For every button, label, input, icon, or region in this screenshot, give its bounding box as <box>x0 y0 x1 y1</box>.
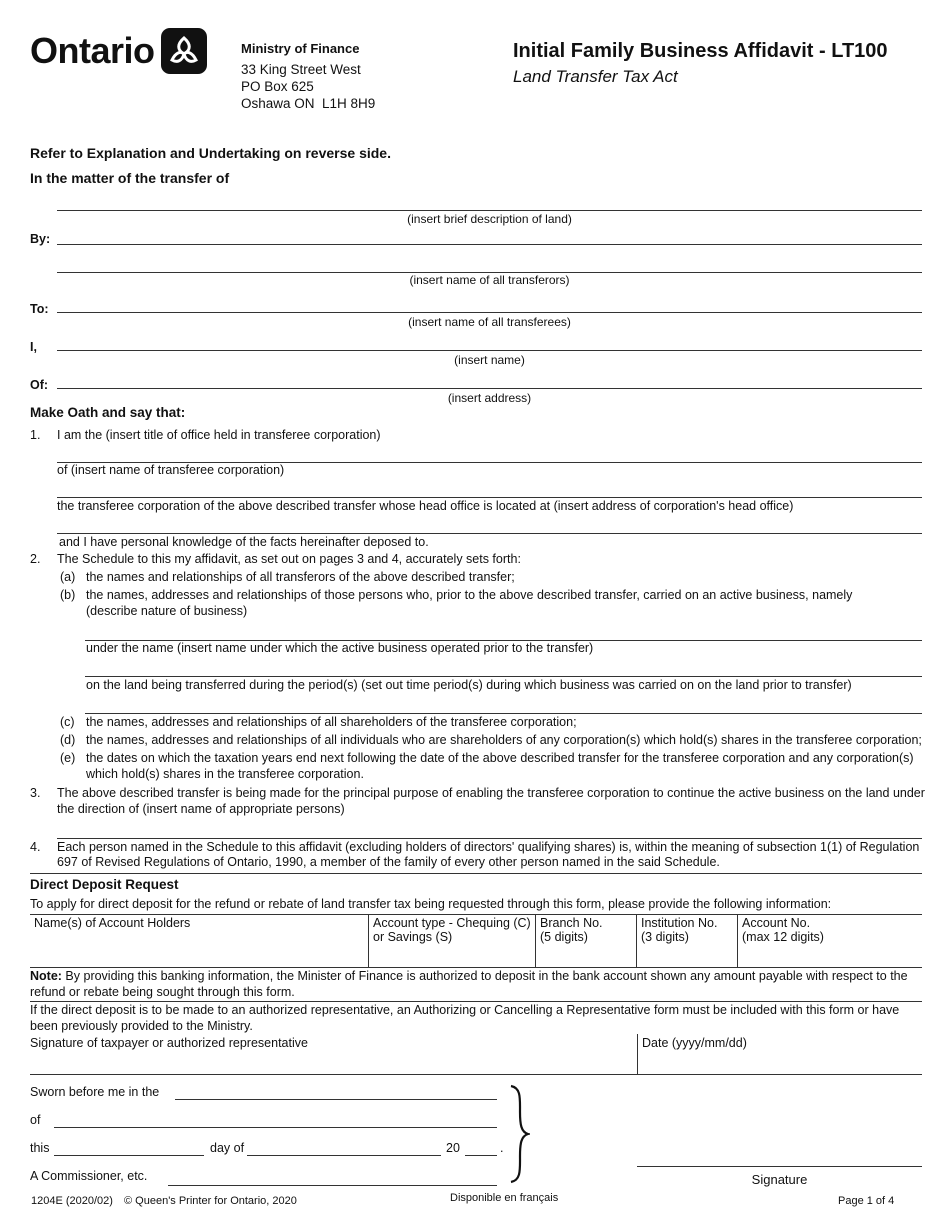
ministry-address-2: PO Box 625 <box>241 79 314 94</box>
paragraph-4-text-1: Each person named in the Schedule to this affidavit (excluding holders of directors' qualifying shares) is, within the meaning of subsection 1(1) of Regulation <box>57 840 920 854</box>
matter-heading: In the matter of the transfer of <box>30 170 230 186</box>
sworn-label: Sworn before me in the <box>30 1085 160 1099</box>
to-label: To: <box>30 302 49 316</box>
address-caption: (insert address) <box>447 391 532 405</box>
trillium-icon <box>161 28 207 74</box>
representative-text-2: been previously provided to the Ministry. <box>30 1019 253 1033</box>
refer-note: Refer to Explanation and Undertaking on reverse side. <box>30 145 391 161</box>
sworn-year-field[interactable] <box>465 1137 497 1156</box>
sworn-of-field[interactable] <box>54 1109 497 1128</box>
item-e-text-1: the dates on which the taxation years end next following the date of the above described transfer for the transferee corporation and any corporation(s) <box>86 751 914 765</box>
ministry-address-1: 33 King Street West <box>241 62 361 77</box>
paragraph-3-text-2: the direction of (insert name of appropriate persons) <box>57 802 345 816</box>
account-holders-cell[interactable] <box>30 915 369 968</box>
banking-note-2: refund or rebate being sought through this form. <box>30 985 295 999</box>
sworn-year-period: . <box>500 1141 504 1155</box>
paragraph-2-number: 2. <box>30 552 41 566</box>
deponent-name-field[interactable] <box>57 350 922 351</box>
business-name-label: under the name (insert name under which the active business operated prior to the transfer) <box>86 641 594 655</box>
transferees-caption: (insert name of all transferees) <box>408 315 571 329</box>
account-type-cell[interactable] <box>369 915 536 968</box>
by-label: By: <box>30 232 51 246</box>
business-period-label: on the land being transferred during the period(s) (set out time period(s) during which business was carried on on the land prior to transfer) <box>86 678 852 692</box>
copyright: © Queen's Printer for Ontario, 2020 <box>124 1195 297 1207</box>
form-code: 1204E (2020/02) <box>31 1195 113 1207</box>
item-a-text: the names and relationships of all transferors of the above described transfer; <box>86 570 515 584</box>
transferees-field[interactable] <box>57 312 922 313</box>
item-c-number: (c) <box>60 715 75 729</box>
institution-label-1: Institution No. <box>641 916 718 930</box>
item-d-number: (d) <box>60 733 76 747</box>
form-subtitle: Land Transfer Tax Act <box>513 67 678 86</box>
item-e-number: (e) <box>60 751 76 765</box>
appropriate-persons-field[interactable] <box>57 838 922 839</box>
note-text-1: By providing this banking information, the Minister of Finance is authorized to deposit in the bank account shown any amount payable with respect to the <box>61 969 908 983</box>
sworn-place-field[interactable] <box>175 1081 497 1100</box>
institution-number-cell[interactable] <box>637 915 738 968</box>
branch-label-1: Branch No. <box>540 916 603 930</box>
sworn-day-field[interactable] <box>54 1137 204 1156</box>
date-label: Date (yyyy/mm/dd) <box>642 1036 747 1050</box>
note-label: Note: <box>30 969 62 983</box>
deposit-intro: To apply for direct deposit for the refund or rebate of land transfer tax being requested through this form, please provide the following information: <box>30 897 832 911</box>
head-office-field[interactable] <box>57 533 922 534</box>
branch-label-2: (5 digits) <box>540 930 588 944</box>
french-availability: Disponible en français <box>450 1192 559 1204</box>
note-rule <box>30 1001 922 1002</box>
banking-note-1 <box>30 969 908 983</box>
account-type-label-1: Account type - Chequing (C) <box>373 916 531 930</box>
commissioner-label: A Commissioner, etc. <box>30 1169 148 1183</box>
corporation-name-label: of (insert name of transferee corporation) <box>57 463 285 477</box>
deponent-address-field[interactable] <box>57 388 922 389</box>
item-d-text: the names, addresses and relationships of all individuals who are shareholders of any corporation(s) which hold(s) shares in the transferee corporation; <box>86 733 922 747</box>
business-period-field[interactable] <box>85 713 922 714</box>
ministry-name: Ministry of Finance <box>241 41 360 56</box>
item-c-text: the names, addresses and relationships of all shareholders of the transferee corporation; <box>86 715 577 729</box>
land-description-field[interactable] <box>57 210 922 211</box>
account-label-1: Account No. <box>742 916 811 930</box>
item-e-text-2: which hold(s) shares in the transferee corporation. <box>86 767 364 781</box>
name-caption: (insert name) <box>454 353 525 367</box>
ministry-address-3: Oshawa ON L1H 8H9 <box>241 96 376 111</box>
institution-label-2: (3 digits) <box>641 930 689 944</box>
item-b-number: (b) <box>60 588 76 602</box>
deposit-heading: Direct Deposit Request <box>30 877 179 892</box>
right-brace-icon <box>508 1084 530 1184</box>
deposit-table <box>30 914 922 968</box>
paragraph-2-text: The Schedule to this my affidavit, as set out on pages 3 and 4, accurately sets forth: <box>57 552 521 566</box>
land-description-caption: (insert brief description of land) <box>407 212 572 226</box>
sworn-month-field[interactable] <box>247 1137 441 1156</box>
account-label-2: (max 12 digits) <box>742 930 824 944</box>
account-holders-label: Name(s) of Account Holders <box>34 916 191 930</box>
sworn-of-label: of <box>30 1113 41 1127</box>
deposit-bottom-rule <box>30 1074 922 1075</box>
of-label: Of: <box>30 378 49 392</box>
i-label: I, <box>30 340 37 354</box>
deponent-signature-field[interactable] <box>637 1166 922 1167</box>
account-type-label-2: or Savings (S) <box>373 930 453 944</box>
transferors-caption: (insert name of all transferors) <box>409 273 570 287</box>
corporation-name-field[interactable] <box>57 497 922 498</box>
ontario-logo <box>30 28 207 74</box>
form-title: Initial Family Business Affidavit - LT100 <box>513 40 888 62</box>
representative-text-1: If the direct deposit is to be made to an authorized representative, an Authorizing or Cancelling a Representative form must be included with this form or have <box>30 1003 900 1017</box>
taxpayer-signature-field[interactable] <box>30 1052 636 1074</box>
item-a-number: (a) <box>60 570 76 584</box>
sworn-year-prefix: 20 <box>446 1141 460 1155</box>
item-b-text-1: the names, addresses and relationships of those persons who, prior to the above described transfer, carried on an active business, namely <box>86 588 853 602</box>
branch-number-cell[interactable] <box>536 915 637 968</box>
paragraph-4-text-2: 697 of Revised Regulations of Ontario, 1990, a member of the family of every other person named in the said Schedule. <box>57 855 720 869</box>
transferors-field-1[interactable] <box>57 244 922 245</box>
account-number-cell[interactable] <box>738 915 923 968</box>
business-name-field[interactable] <box>85 676 922 677</box>
sworn-day-of-label: day of <box>210 1141 245 1155</box>
sworn-this-label: this <box>30 1141 50 1155</box>
head-office-label: the transferee corporation of the above described transfer whose head office is located at (insert address of corporation's head office) <box>57 499 794 513</box>
ontario-wordmark: Ontario <box>30 30 155 71</box>
paragraph-4-number: 4. <box>30 840 41 854</box>
commissioner-signature-field[interactable] <box>168 1167 497 1186</box>
taxpayer-signature-label: Signature of taxpayer or authorized representative <box>30 1036 308 1050</box>
oath-heading: Make Oath and say that: <box>30 405 186 420</box>
item-b-text-2: (describe nature of business) <box>86 604 248 618</box>
paragraph-1-number: 1. <box>30 428 41 442</box>
paragraph-3-text-1: The above described transfer is being made for the principal purpose of enabling the transferee corporation to continue the active business on the land under <box>57 786 925 800</box>
deponent-signature-label: Signature <box>751 1172 808 1187</box>
personal-knowledge-text: and I have personal knowledge of the facts hereinafter deposed to. <box>59 535 429 549</box>
paragraph-3-number: 3. <box>30 786 41 800</box>
paragraph-1-text: I am the (insert title of office held in transferee corporation) <box>57 428 381 442</box>
page-number: Page 1 of 4 <box>838 1195 895 1207</box>
deposit-top-rule <box>30 873 922 874</box>
